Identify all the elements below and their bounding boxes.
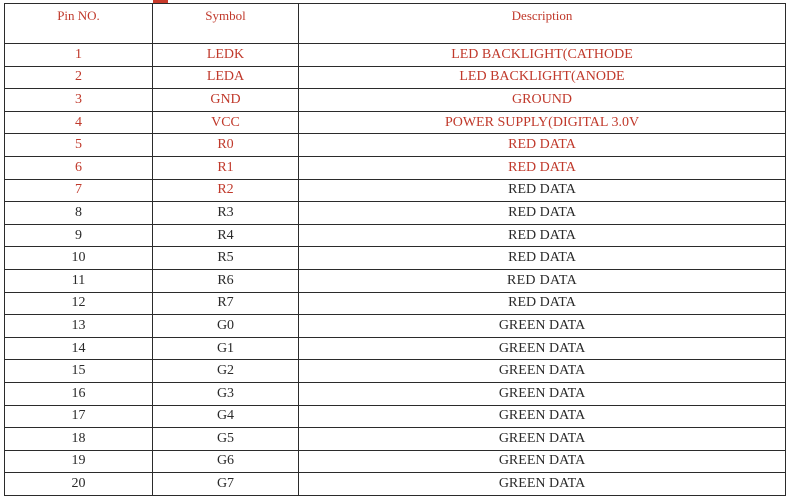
pin-number-cell: 4 [5,111,153,134]
table-row [5,134,786,157]
symbol-cell: R3 [153,202,299,225]
description-cell: RED DATA [299,269,786,292]
header-pin-no: Pin NO. [5,4,153,44]
pin-number-cell: 5 [5,134,153,157]
header-row [5,4,786,44]
table-body [5,44,786,496]
table-row [5,428,786,451]
description-cell: POWER SUPPLY(DIGITAL 3.0V [299,111,786,134]
pin-number-cell: 12 [5,292,153,315]
table-row [5,269,786,292]
symbol-cell: G0 [153,315,299,338]
symbol-cell: G4 [153,405,299,428]
symbol-cell: LEDK [153,44,299,67]
description-cell: GREEN DATA [299,360,786,383]
pin-number-cell: 16 [5,382,153,405]
header-symbol: Symbol [153,4,299,44]
pin-number-cell: 17 [5,405,153,428]
pin-number-cell: 8 [5,202,153,225]
table-row [5,202,786,225]
table-header [5,4,786,44]
description-cell: GREEN DATA [299,382,786,405]
description-cell: RED DATA [299,134,786,157]
pin-number-cell: 19 [5,450,153,473]
symbol-cell: R0 [153,134,299,157]
symbol-cell: G3 [153,382,299,405]
description-cell: GREEN DATA [299,337,786,360]
symbol-cell: G7 [153,473,299,496]
pin-number-cell: 7 [5,179,153,202]
symbol-cell: R5 [153,247,299,270]
table-row [5,179,786,202]
table-row [5,111,786,134]
description-cell: GREEN DATA [299,473,786,496]
symbol-cell: R1 [153,156,299,179]
description-cell: LED BACKLIGHT(ANODE [299,66,786,89]
table-row [5,292,786,315]
header-description: Description [299,4,786,44]
description-cell: RED DATA [299,202,786,225]
table-row [5,89,786,112]
table-row [5,450,786,473]
table-row [5,156,786,179]
pin-number-cell: 1 [5,44,153,67]
description-cell: GREEN DATA [299,405,786,428]
pin-number-cell: 13 [5,315,153,338]
symbol-cell: G1 [153,337,299,360]
symbol-cell: R6 [153,269,299,292]
symbol-cell: LEDA [153,66,299,89]
symbol-cell: VCC [153,111,299,134]
description-cell: GREEN DATA [299,315,786,338]
table-row [5,66,786,89]
table-row [5,382,786,405]
pin-number-cell: 11 [5,269,153,292]
pin-number-cell: 10 [5,247,153,270]
pin-number-cell: 6 [5,156,153,179]
description-cell: LED BACKLIGHT(CATHODE [299,44,786,67]
table-row [5,315,786,338]
table-row [5,44,786,67]
pin-definition-table [4,3,786,496]
pin-number-cell: 14 [5,337,153,360]
description-cell: GREEN DATA [299,428,786,451]
pin-number-cell: 9 [5,224,153,247]
symbol-cell: R4 [153,224,299,247]
symbol-cell: R2 [153,179,299,202]
symbol-cell: GND [153,89,299,112]
symbol-cell: G5 [153,428,299,451]
description-cell: RED DATA [299,156,786,179]
table-row [5,405,786,428]
description-cell: RED DATA [299,224,786,247]
symbol-cell: G2 [153,360,299,383]
pin-number-cell: 2 [5,66,153,89]
symbol-cell: G6 [153,450,299,473]
table-row [5,360,786,383]
description-cell: GROUND [299,89,786,112]
pin-number-cell: 3 [5,89,153,112]
pin-number-cell: 18 [5,428,153,451]
table-row [5,224,786,247]
description-cell: RED DATA [299,247,786,270]
description-cell: RED DATA [299,292,786,315]
description-cell: RED DATA [299,179,786,202]
symbol-cell: R7 [153,292,299,315]
pin-number-cell: 20 [5,473,153,496]
table-row [5,247,786,270]
table-row [5,337,786,360]
pin-number-cell: 15 [5,360,153,383]
description-cell: GREEN DATA [299,450,786,473]
table-row [5,473,786,496]
